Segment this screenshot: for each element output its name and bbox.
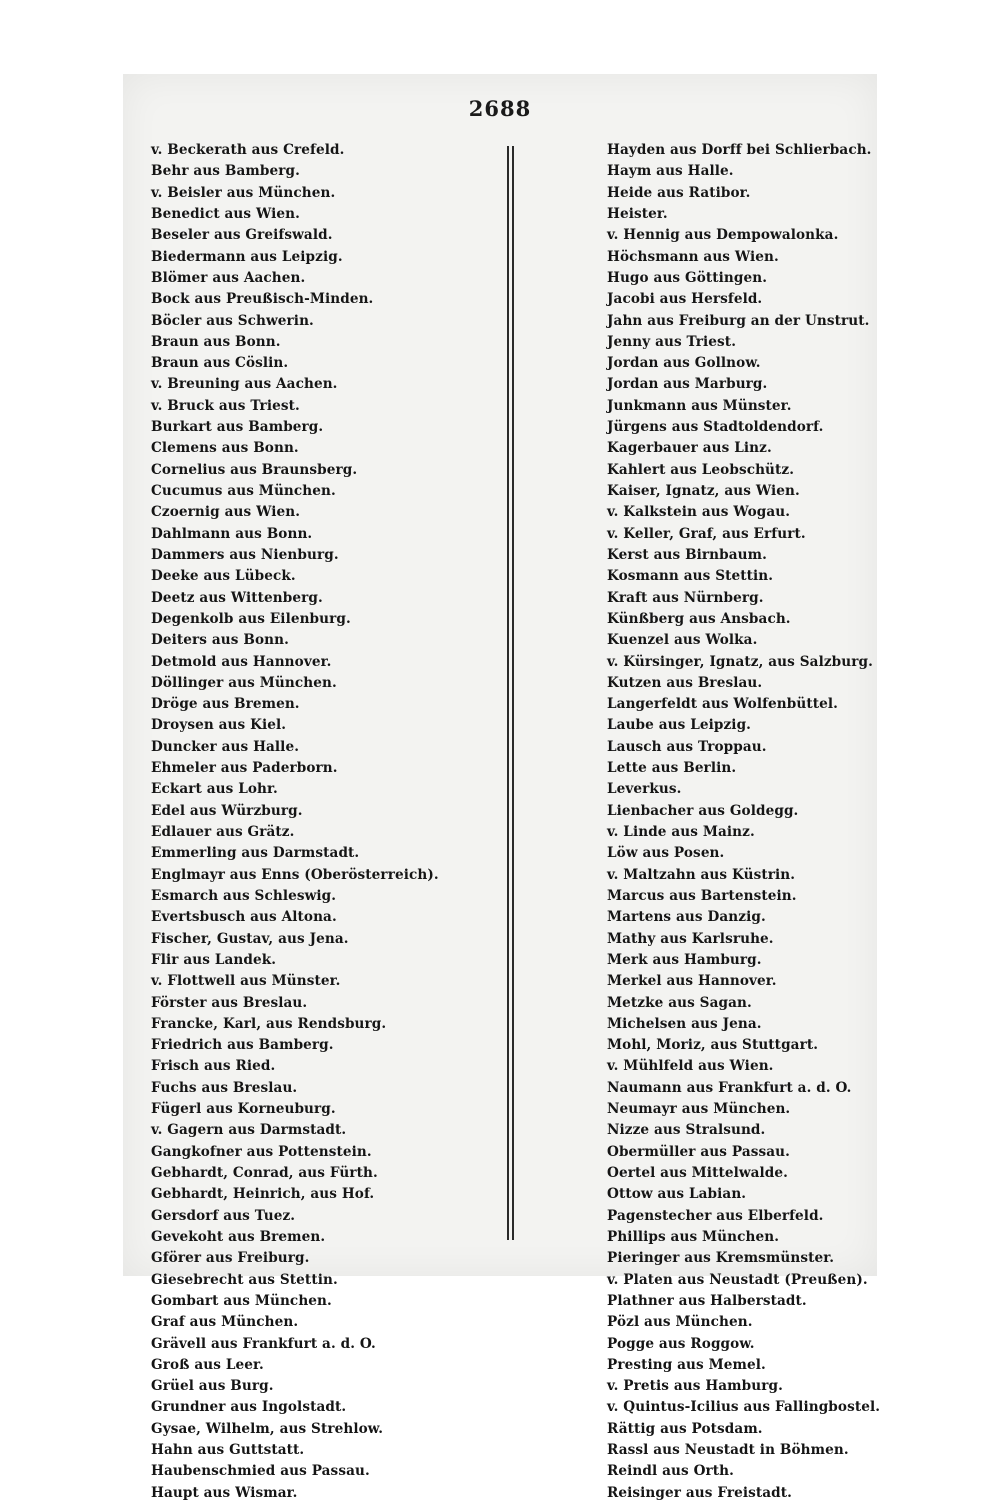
name-entry: Jordan aus Gollnow. (607, 355, 761, 372)
name-entry: Ehmeler aus Paderborn. (151, 760, 338, 777)
name-entry: Francke, Karl, aus Rendsburg. (151, 1015, 387, 1032)
name-entry: Böcler aus Schwerin. (151, 312, 314, 329)
name-entry: Förster aus Breslau. (151, 994, 308, 1011)
name-entry: Junkmann aus Münster. (607, 397, 792, 414)
name-entry: Emmerling aus Darmstadt. (151, 845, 360, 862)
name-entry: v. Beckerath aus Crefeld. (151, 142, 345, 158)
name-entry: Kosmann aus Stettin. (607, 568, 774, 585)
name-entry: Dröge aus Bremen. (151, 696, 300, 713)
name-entry: v. Kürsinger, Ignatz, aus Salzburg. (607, 653, 873, 670)
name-entry: Frisch aus Ried. (151, 1058, 276, 1075)
name-entry: Lausch aus Troppau. (607, 738, 767, 755)
name-entry: Pözl aus München. (607, 1314, 753, 1331)
name-entry: Gersdorf aus Tuez. (151, 1207, 296, 1224)
name-entry: Merk aus Hamburg. (607, 951, 762, 968)
name-entry: Evertsbusch aus Altona. (151, 909, 337, 926)
name-entry: Pieringer aus Kremsmünster. (607, 1250, 835, 1267)
name-entry: Eckart aus Lohr. (151, 781, 278, 798)
name-entry: Edlauer aus Grätz. (151, 824, 295, 840)
name-entry: Biedermann aus Leipzig. (151, 248, 343, 265)
column-divider-line (507, 146, 509, 1240)
name-entry: Groß aus Leer. (151, 1356, 264, 1373)
name-entry: Cucumus aus München. (151, 483, 336, 499)
name-entry: Czoernig aus Wien. (151, 504, 301, 521)
name-entry: Flir aus Landek. (151, 951, 277, 968)
name-entry: Fischer, Gustav, aus Jena. (151, 930, 349, 947)
name-entry: Deiters aus Bonn. (151, 632, 289, 649)
name-entry: Grävell aus Frankfurt a. d. O. (151, 1335, 376, 1352)
name-entry: Jacobi aus Hersfeld. (607, 291, 763, 308)
name-entry: Gysae, Wilhelm, aus Strehlow. (151, 1420, 384, 1437)
name-entry: Rassl aus Neustadt in Böhmen. (607, 1442, 849, 1459)
name-entry: Braun aus Bonn. (151, 333, 281, 350)
name-entry: Phillips aus München. (607, 1228, 780, 1245)
name-entry: Deetz aus Wittenberg. (151, 589, 323, 606)
name-entry: Döllinger aus München. (151, 674, 337, 691)
name-entry: Jahn aus Freiburg an der Unstrut. (607, 312, 870, 329)
name-entry: Leverkus. (607, 781, 682, 798)
name-entry: Kaiser, Ignatz, aus Wien. (607, 483, 800, 499)
name-entry: Englmayr aus Enns (Oberösterreich). (151, 866, 439, 883)
name-entry: v. Linde aus Mainz. (607, 824, 755, 840)
name-entry: Lienbacher aus Goldegg. (607, 802, 799, 819)
name-entry: Gangkofner aus Pottenstein. (151, 1143, 372, 1160)
name-entry: Dammers aus Nienburg. (151, 546, 339, 563)
name-entry: Droysen aus Kiel. (151, 717, 287, 734)
name-entry: Duncker aus Halle. (151, 738, 300, 755)
name-entry: Kahlert aus Leobschütz. (607, 461, 795, 478)
name-entry: Cornelius aus Braunsberg. (151, 461, 358, 478)
name-entry: Jenny aus Triest. (607, 333, 737, 350)
name-entry: Fügerl aus Korneuburg. (151, 1101, 336, 1118)
document-page (123, 74, 881, 1501)
name-entry: v. Quintus-Icilius aus Fallingbostel. (607, 1399, 881, 1416)
name-entry: Deeke aus Lübeck. (151, 568, 296, 585)
name-entry: Hugo aus Göttingen. (607, 269, 768, 286)
name-entry: Esmarch aus Schleswig. (151, 887, 337, 904)
name-entry: Blömer aus Aachen. (151, 269, 306, 286)
name-entry: Gevekoht aus Bremen. (151, 1228, 326, 1245)
name-entry: Detmold aus Hannover. (151, 653, 332, 670)
name-entry: v. Mühlfeld aus Wien. (607, 1058, 774, 1075)
name-entry: v. Hennig aus Dempowalonka. (607, 227, 839, 244)
name-entry: Jordan aus Marburg. (607, 376, 768, 393)
name-entry: Beseler aus Greifswald. (151, 227, 333, 244)
name-entry: Martens aus Danzig. (607, 909, 766, 926)
name-entry: Edel aus Würzburg. (151, 802, 303, 819)
name-entry: Haubenschmied aus Passau. (151, 1463, 370, 1480)
name-entry: v. Kalkstein aus Wogau. (607, 504, 791, 521)
name-entry: Oertel aus Mittelwalde. (607, 1165, 788, 1181)
name-entry: Braun aus Cöslin. (151, 355, 289, 372)
column-divider-line (512, 146, 514, 1240)
name-entry: Graf aus München. (151, 1314, 299, 1331)
name-entry: Neumayr aus München. (607, 1101, 791, 1118)
name-entry: Reisinger aus Freistadt. (607, 1484, 792, 1501)
name-entry: Haupt aus Wismar. (151, 1484, 298, 1501)
name-entry: Haym aus Halle. (607, 163, 734, 180)
name-entry: v. Maltzahn aus Küstrin. (607, 866, 796, 883)
name-entry: v. Breuning aus Aachen. (151, 376, 338, 393)
name-entry: Reindl aus Orth. (607, 1463, 734, 1480)
name-entry: Künßberg aus Ansbach. (607, 610, 791, 627)
name-entry: v. Keller, Graf, aus Erfurt. (607, 525, 806, 542)
name-entry: Grundner aus Ingolstadt. (151, 1399, 347, 1416)
name-entry: Kerst aus Birnbaum. (607, 546, 767, 563)
name-entry: Laube aus Leipzig. (607, 717, 752, 734)
name-entry: Bock aus Preußisch-Minden. (151, 291, 374, 308)
name-entry: Naumann aus Frankfurt a. d. O. (607, 1079, 852, 1096)
name-entry: Heister. (607, 205, 668, 222)
name-entry: Gombart aus München. (151, 1292, 332, 1309)
name-entry: Degenkolb aus Eilenburg. (151, 610, 351, 627)
name-entry: Fuchs aus Breslau. (151, 1079, 298, 1096)
name-entry: Höchsmann aus Wien. (607, 248, 779, 265)
name-entry: Plathner aus Halberstadt. (607, 1292, 807, 1309)
name-entry: Obermüller aus Passau. (607, 1143, 790, 1160)
name-entry: Pogge aus Roggow. (607, 1335, 755, 1352)
name-entry: Rättig aus Potsdam. (607, 1420, 763, 1437)
name-entry: Presting aus Memel. (607, 1356, 766, 1373)
name-entry: Löw aus Posen. (607, 845, 725, 862)
name-entry: Heide aus Ratibor. (607, 184, 751, 201)
name-entry: Langerfeldt aus Wolfenbüttel. (607, 696, 838, 713)
right-column (607, 140, 881, 1504)
name-entry: Lette aus Berlin. (607, 760, 737, 777)
name-entry: v. Platen aus Neustadt (Preußen). (607, 1271, 868, 1288)
name-entry: v. Flottwell aus Münster. (151, 973, 341, 990)
name-entry: Giesebrecht aus Stettin. (151, 1271, 338, 1288)
name-entry: Clemens aus Bonn. (151, 440, 299, 457)
page-number: 2688 (468, 96, 532, 121)
name-entry: Jürgens aus Stadtoldendorf. (607, 419, 824, 436)
name-entry: Behr aus Bamberg. (151, 163, 300, 180)
name-entry: Gförer aus Freiburg. (151, 1250, 310, 1267)
name-entry: Kraft aus Nürnberg. (607, 589, 764, 606)
name-entry: v. Beisler aus München. (151, 184, 336, 201)
name-entry: v. Gagern aus Darmstadt. (151, 1122, 347, 1139)
name-entry: Benedict aus Wien. (151, 205, 300, 222)
name-entry: Burkart aus Bamberg. (151, 419, 324, 436)
name-entry: Kutzen aus Breslau. (607, 674, 763, 691)
left-column (151, 140, 506, 1504)
name-entry: Gebhardt, Conrad, aus Fürth. (151, 1165, 378, 1181)
name-entry: Mathy aus Karlsruhe. (607, 930, 774, 947)
name-entry: v. Pretis aus Hamburg. (607, 1378, 783, 1395)
name-entry: Nizze aus Stralsund. (607, 1122, 766, 1139)
name-entry: Dahlmann aus Bonn. (151, 525, 313, 542)
name-entry: Ottow aus Labian. (607, 1186, 747, 1203)
name-entry: v. Bruck aus Triest. (151, 397, 300, 414)
name-entry: Pagenstecher aus Elberfeld. (607, 1207, 824, 1224)
name-entry: Marcus aus Bartenstein. (607, 887, 797, 904)
name-entry: Metzke aus Sagan. (607, 994, 752, 1011)
name-entry: Mohl, Moriz, aus Stuttgart. (607, 1037, 819, 1054)
name-entry: Kagerbauer aus Linz. (607, 440, 772, 457)
name-entry: Merkel aus Hannover. (607, 973, 777, 990)
name-entry: Kuenzel aus Wolka. (607, 632, 758, 649)
name-entry: Hahn aus Guttstatt. (151, 1442, 305, 1459)
name-entry: Michelsen aus Jena. (607, 1015, 762, 1032)
name-entry: Friedrich aus Bamberg. (151, 1037, 334, 1054)
name-entry: Grüel aus Burg. (151, 1378, 274, 1395)
name-entry: Gebhardt, Heinrich, aus Hof. (151, 1186, 375, 1203)
name-entry: Hayden aus Dorff bei Schlierbach. (607, 142, 872, 158)
